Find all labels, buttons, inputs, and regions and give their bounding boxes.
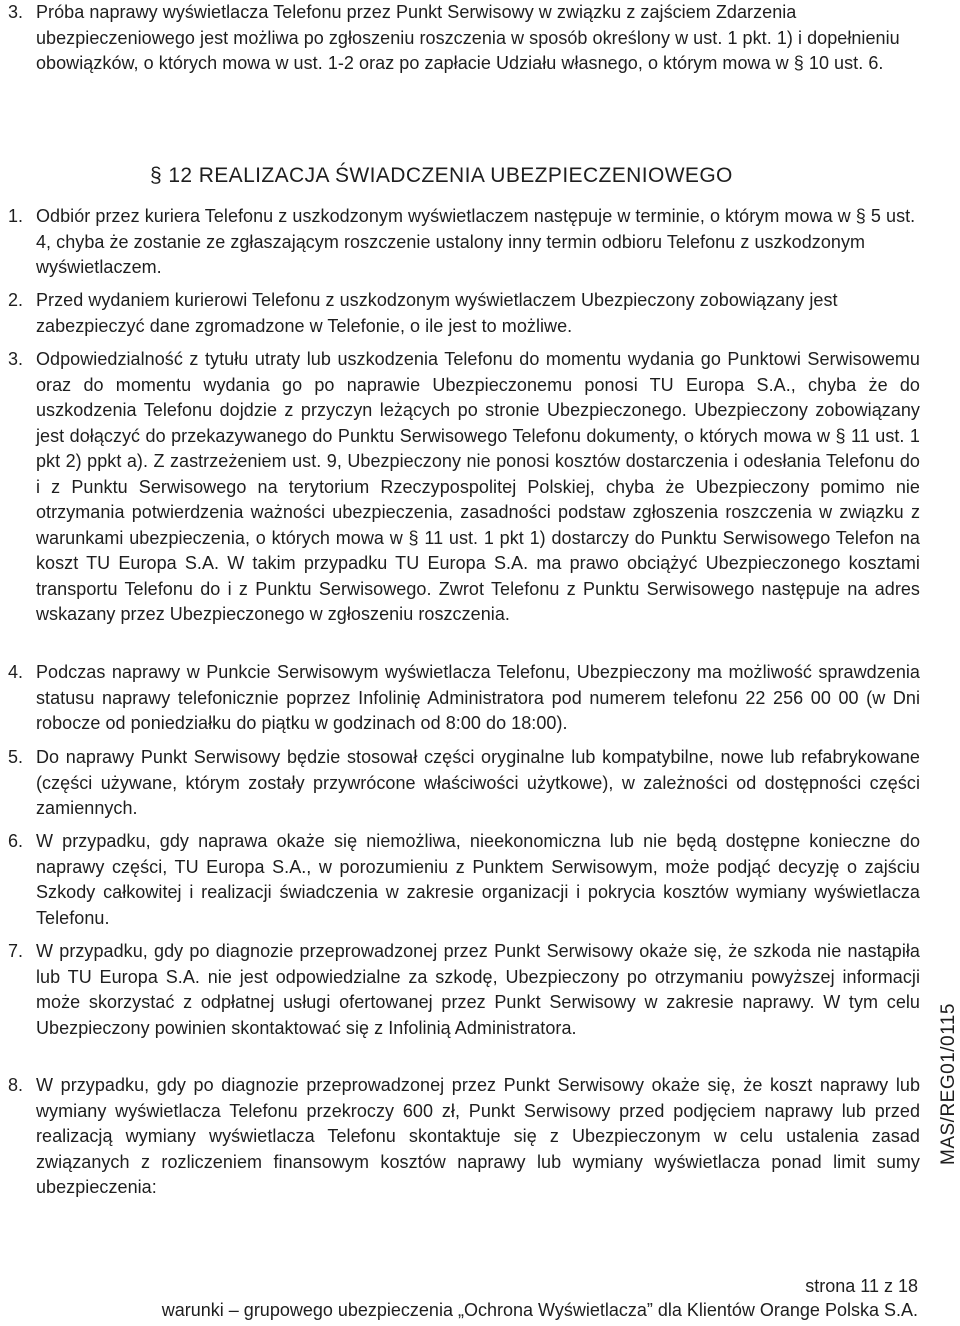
list-item-number: 3. [8,2,24,22]
list-item-text: Próba naprawy wyświetlacza Telefonu przez Punkt Serwisowy w związku z zajściem Zdarzenia ubezpieczeniowego jest możliwa po zgłoszeniu roszczenia w sposób określony w ust. 1 pkt. 1) i dopełnieniu obowiązków, o których mowa w ust. 1-2 oraz po zapłacie Udziału własnego, o którym mowa w § 10 ust. 6. [36,2,900,73]
list-item-number: 6. [8,831,24,851]
list-item-5 [0,745,920,822]
list-item-4 [0,660,920,737]
list-item-number: 2. [8,290,24,310]
footer-title: warunki – grupowego ubezpieczenia „Ochrona Wyświetlacza” dla Klientów Orange Polska S.A. [161,1300,918,1320]
list-item-number: 7. [8,941,24,961]
list-item-number: 4. [8,662,24,682]
list-item-text: Odbiór przez kuriera Telefonu z uszkodzonym wyświetlaczem następuje w terminie, o którym mowa w § 5 ust. 4, chyba że zostanie ze zgłaszającym roszczenie ustalony inny termin odbioru Telefonu z uszkodzonym wyświetlaczem. [36,206,916,277]
list-item-7 [0,939,920,1041]
list-item-2 [0,288,920,339]
document-code-vertical: MAS/REG01/0115 [938,1003,959,1165]
list-item-number: 3. [8,349,24,369]
page-number: strona 11 z 18 [805,1276,918,1296]
list-item-text: Przed wydaniem kurierowi Telefonu z uszkodzonym wyświetlaczem Ubezpieczony zobowiązany jest zabezpieczyć dane zgromadzone w Telefonie, o ile jest to możliwe. [36,290,838,336]
list-item-8 [0,1073,920,1201]
list-item-text: Podczas naprawy w Punkcie Serwisowym wyświetlacza Telefonu, Ubezpieczony ma możliwość sprawdzenia statusu naprawy telefonicznie poprzez Infolinię Administratora pod numerem telefonu 22 256 00 00 (w Dni robocze od poniedziałku do piątku w godzinach od 8:00 do 18:00). [36,662,920,733]
list-item-number: 1. [8,206,24,226]
list-item-6 [0,829,920,931]
intro-list-item [0,0,920,77]
list-item-text: W przypadku, gdy po diagnozie przeprowadzonej przez Punkt Serwisowy okaże się, że koszt naprawy lub wymiany wyświetlacza Telefonu przekroczy 600 zł, Punkt Serwisowy przed podjęciem naprawy lub przed realizacją wymiany wyświetlacza Telefonu skontaktuje się z Ubezpieczonym w celu ustalenia zasad związanych z rozliczeniem finansowym kosztów naprawy lub wymiany wyświetlacza ponad limit sumy ubezpieczenia: [36,1075,920,1197]
list-item-text: W przypadku, gdy po diagnozie przeprowadzonej przez Punkt Serwisowy okaże się, że szkoda nie nastąpiła lub TU Europa S.A. nie jest odpowiedzialne za szkodę, Ubezpieczony po otrzymaniu powyższej informacji może skorzystać z odpłatnej usługi ofertowanej przez Punkt Serwisowy w zakresie naprawy. W tym celu Ubezpieczony powinien skontaktować się z Infolinią Administratora. [36,941,920,1038]
list-item-3 [0,347,920,628]
list-item-1 [0,204,920,281]
list-item-text: Do naprawy Punkt Serwisowy będzie stosował części oryginalne lub kompatybilne, nowe lub refabrykowane (części używane, którym zostały przywrócone właściwości użytkowe), w zależności od dostępności części zamiennych. [36,747,920,818]
list-item-text: Odpowiedzialność z tytułu utraty lub uszkodzenia Telefonu do momentu wydania go Punktowi Serwisowemu oraz do momentu wydania go po naprawie Ubezpieczonemu ponosi TU Europa S.A., chyba że do uszkodzenia Telefonu dojdzie z przyczyn leżących po stronie Ubezpieczonego. Ubezpieczony zobowiązany jest dołączyć do przekazywanego do Punktu Serwisowego Telefonu dokumenty, o których mowa w § 11 ust. 1 pkt 2) ppkt a). Z zastrzeżeniem ust. 9, Ubezpieczony nie ponosi kosztów dostarczenia i odesłania Telefonu do i z Punktu Serwisowego na terytorium Rzeczypospolitej Polskiej, chyba że Ubezpieczony pomimo nie otrzymania potwierdzenia ważności ubezpieczenia, zasadności podstaw zgłoszenia roszczenia w związku z warunkami ubezpieczenia, o których mowa w § 11 ust. 1 pkt 1) dostarczy do Punktu Serwisowego Telefon na koszt TU Europa S.A. W takim przypadku TU Europa S.A. ma prawo obciążyć Ubezpieczonego kosztami transportu Telefonu do i z Punktu Serwisowego. Zwrot Telefonu z Punktu Serwisowego następuje na adres wskazany przez Ubezpieczonego w zgłoszeniu roszczenia. [36,349,920,624]
section-heading: § 12 REALIZACJA ŚWIADCZENIA UBEZPIECZENIOWEGO [150,164,733,187]
list-item-number: 8. [8,1075,24,1095]
list-item-number: 5. [8,747,24,767]
list-item-text: W przypadku, gdy naprawa okaże się niemożliwa, nieekonomiczna lub nie będą dostępne konieczne do naprawy części, TU Europa S.A., w porozumieniu z Punktem Serwisowym, może podjąć decyzję o zajściu Szkody całkowitej i realizacji świadczenia w zakresie organizacji i pokrycia kosztów wymiany wyświetlacza Telefonu. [36,831,920,928]
